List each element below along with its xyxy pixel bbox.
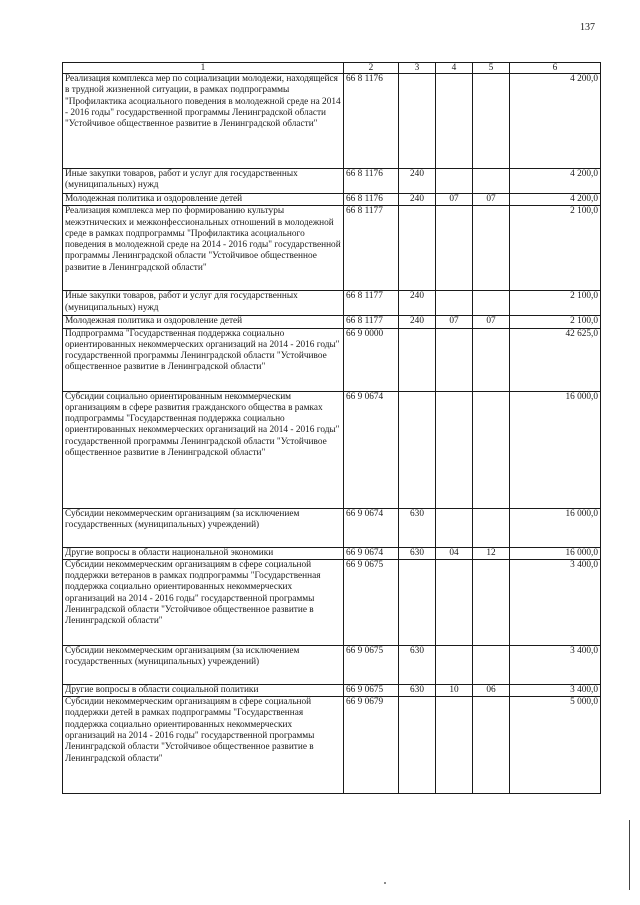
cell-name: Субсидии некоммерческим организациям (за исключением государственных (муниципальных) учреждений)	[63, 508, 344, 547]
cell-vr: 240	[399, 194, 436, 206]
cell-sum: 2 100,0	[510, 291, 601, 316]
cell-pr: 12	[473, 547, 510, 559]
cell-name: Подпрограмма "Государственная поддержка социально ориентированных некоммерческих организаций на 2014 - 2016 годы" государственной программы Ленинградской области "Устойчивое общественное развитие в Ленинградской области"	[63, 328, 344, 391]
scan-dot	[384, 882, 386, 884]
cell-vr: 630	[399, 508, 436, 547]
cell-pr	[473, 391, 510, 508]
cell-rz	[436, 291, 473, 316]
cell-vr: 240	[399, 169, 436, 194]
cell-pr	[473, 328, 510, 391]
table-row	[63, 74, 601, 169]
cell-code: 66 8 1177	[344, 206, 399, 291]
cell-code: 66 9 0675	[344, 645, 399, 684]
cell-code: 66 9 0679	[344, 697, 399, 794]
cell-name: Иные закупки товаров, работ и услуг для государственных (муниципальных) нужд	[63, 291, 344, 316]
cell-sum: 42 625,0	[510, 328, 601, 391]
cell-code: 66 8 1177	[344, 291, 399, 316]
cell-name: Молодежная политика и оздоровление детей	[63, 194, 344, 206]
table-row	[63, 547, 601, 559]
cell-rz	[436, 169, 473, 194]
cell-vr: 240	[399, 316, 436, 328]
cell-rz	[436, 645, 473, 684]
cell-pr: 06	[473, 684, 510, 696]
cell-pr: 07	[473, 316, 510, 328]
cell-code: 66 8 1176	[344, 74, 399, 169]
cell-rz	[436, 206, 473, 291]
table-row	[63, 328, 601, 391]
cell-name: Другие вопросы в области социальной политики	[63, 684, 344, 696]
table-row	[63, 645, 601, 684]
table-row	[63, 559, 601, 645]
scan-edge-mark	[629, 820, 630, 890]
cell-sum: 2 100,0	[510, 206, 601, 291]
cell-rz: 07	[436, 316, 473, 328]
cell-vr	[399, 328, 436, 391]
cell-pr	[473, 697, 510, 794]
header-cell: 6	[510, 63, 601, 74]
cell-sum: 2 100,0	[510, 316, 601, 328]
cell-sum: 4 200,0	[510, 169, 601, 194]
cell-code: 66 8 1176	[344, 169, 399, 194]
table-row	[63, 697, 601, 794]
cell-rz: 10	[436, 684, 473, 696]
cell-rz	[436, 697, 473, 794]
cell-sum: 4 200,0	[510, 74, 601, 169]
cell-name: Субсидии некоммерческим организациям в сфере социальной поддержки ветеранов в рамках подпрограммы "Государственная поддержка социально ориентированных некоммерческих организаций на 2014 - 2016 годы" государственной программы Ленинградской области "Устойчивое общественное развитие в Ленинградской области"	[63, 559, 344, 645]
table-row	[63, 316, 601, 328]
cell-sum: 5 000,0	[510, 697, 601, 794]
table-row	[63, 206, 601, 291]
cell-pr	[473, 645, 510, 684]
header-cell: 4	[436, 63, 473, 74]
cell-sum: 16 000,0	[510, 508, 601, 547]
cell-sum: 3 400,0	[510, 559, 601, 645]
cell-code: 66 9 0000	[344, 328, 399, 391]
cell-pr	[473, 291, 510, 316]
cell-name: Молодежная политика и оздоровление детей	[63, 316, 344, 328]
cell-sum: 16 000,0	[510, 547, 601, 559]
header-cell: 1	[63, 63, 344, 74]
header-row	[63, 63, 601, 74]
cell-name: Реализация комплекса мер по формированию культуры межэтнических и межконфессиональных отношений в молодежной среде в рамках подпрограммы "Профилактика асоциального поведения в молодежной среде на 2014 - 2016 годы" государственной программы Ленинградской области "Устойчивое общественное развитие в Ленинградской области"	[63, 206, 344, 291]
cell-sum: 4 200,0	[510, 194, 601, 206]
table-row	[63, 391, 601, 508]
table-row	[63, 169, 601, 194]
table-row	[63, 194, 601, 206]
cell-sum: 3 400,0	[510, 645, 601, 684]
cell-vr	[399, 391, 436, 508]
cell-code: 66 8 1177	[344, 316, 399, 328]
cell-vr: 240	[399, 291, 436, 316]
cell-code: 66 9 0675	[344, 559, 399, 645]
cell-rz: 07	[436, 194, 473, 206]
cell-code: 66 9 0675	[344, 684, 399, 696]
header-cell: 2	[344, 63, 399, 74]
cell-pr	[473, 508, 510, 547]
header-cell: 5	[473, 63, 510, 74]
cell-name: Субсидии некоммерческим организациям в сфере социальной поддержки детей в рамках подпрограммы "Государственная поддержка социально ориентированных некоммерческих организаций на 2014 - 2016 годы" государственной программы Ленинградской области "Устойчивое общественное развитие в Ленинградской области"	[63, 697, 344, 794]
cell-pr: 07	[473, 194, 510, 206]
cell-rz	[436, 328, 473, 391]
cell-name: Субсидии некоммерческим организациям (за исключением государственных (муниципальных) учреждений)	[63, 645, 344, 684]
cell-vr	[399, 206, 436, 291]
cell-vr	[399, 559, 436, 645]
header-cell: 3	[399, 63, 436, 74]
cell-vr	[399, 74, 436, 169]
cell-pr	[473, 74, 510, 169]
cell-code: 66 9 0674	[344, 391, 399, 508]
cell-name: Иные закупки товаров, работ и услуг для государственных (муниципальных) нужд	[63, 169, 344, 194]
cell-pr	[473, 169, 510, 194]
page-number: 137	[580, 22, 595, 33]
cell-rz: 04	[436, 547, 473, 559]
cell-rz	[436, 508, 473, 547]
cell-vr	[399, 697, 436, 794]
cell-vr: 630	[399, 645, 436, 684]
table-row	[63, 508, 601, 547]
cell-name: Другие вопросы в области национальной экономики	[63, 547, 344, 559]
budget-table	[62, 62, 601, 794]
cell-name: Реализация комплекса мер по социализации молодежи, находящейся в трудной жизненной ситуации, в рамках подпрограммы "Профилактика асоциального поведения в молодежной среде на 2014 - 2016 годы" государственной программы Ленинградской области "Устойчивое общественное развитие в Ленинградской области"	[63, 74, 344, 169]
cell-rz	[436, 74, 473, 169]
cell-rz	[436, 559, 473, 645]
cell-vr: 630	[399, 547, 436, 559]
cell-pr	[473, 206, 510, 291]
cell-sum: 3 400,0	[510, 684, 601, 696]
cell-name: Субсидии социально ориентированным некоммерческим организациям в сфере развития гражданского общества в рамках подпрограммы "Государственная поддержка социально ориентированных некоммерческих организаций на 2014 - 2016 годы" государственной программы Ленинградской области "Устойчивое общественное развитие в Ленинградской области"	[63, 391, 344, 508]
cell-code: 66 8 1176	[344, 194, 399, 206]
cell-rz	[436, 391, 473, 508]
table-row	[63, 684, 601, 696]
cell-sum: 16 000,0	[510, 391, 601, 508]
cell-vr: 630	[399, 684, 436, 696]
cell-pr	[473, 559, 510, 645]
table-row	[63, 291, 601, 316]
cell-code: 66 9 0674	[344, 508, 399, 547]
cell-code: 66 9 0674	[344, 547, 399, 559]
